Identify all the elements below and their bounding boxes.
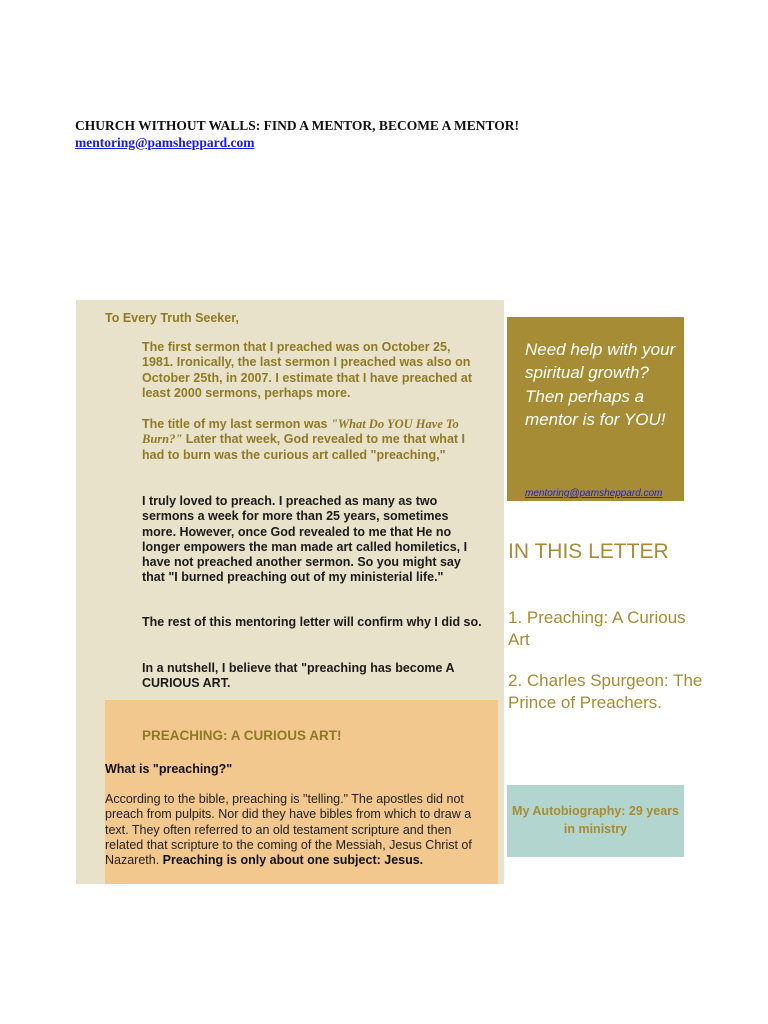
in-this-letter-heading: IN THIS LETTER (508, 540, 669, 563)
toc-item-preaching[interactable]: 1. Preaching: A Curious Art (508, 608, 686, 649)
promo-email-link[interactable]: mentoring@pamsheppard.com (525, 488, 663, 499)
section-question: What is "preaching?" (105, 762, 233, 776)
paragraph-2-rest: Later that week, God revealed to me that what I had to burn was the curious art called "preaching," (142, 432, 466, 462)
page-title: CHURCH WITHOUT WALLS: FIND A MENTOR, BECOME A MENTOR! (75, 118, 519, 133)
header-email-link[interactable]: mentoring@pamsheppard.com (75, 135, 255, 150)
letter-paragraph-3: I truly loved to preach. I preached as many as two sermons a week for more than 25 years, sometimes more. However, once God revealed to me that He no longer empowers the man made art called homiletics, I have not preached another sermon. So you might say that "I burned preaching out of my ministerial life." (142, 494, 468, 585)
section-body (105, 792, 485, 868)
mentor-promo-text: Need help with your spiritual growth? Then perhaps a mentor is for YOU! (525, 340, 676, 429)
letter-paragraph-2 (142, 417, 482, 463)
section-body-text: According to the bible, preaching is "telling." The apostles did not preach from pulpits. Nor did they have bibles from which to draw a text. They often referred to an old testament scripture and then related that scripture to the coming of the Messiah, Jesus Christ of Nazareth. (105, 792, 472, 868)
letter-paragraph-4: The rest of this mentoring letter will confirm why I did so. (142, 615, 482, 629)
section-body-emphasis: Preaching is only about one subject: Jesus. (162, 853, 424, 868)
paragraph-2-intro: The title of my last sermon was (142, 417, 331, 431)
sermon-title: "What Do YOU Have To Burn?" (142, 417, 459, 447)
autobiography-link[interactable]: My Autobiography: 29 years in ministry (512, 804, 679, 836)
letter-salutation: To Every Truth Seeker, (105, 311, 239, 325)
toc-item-spurgeon[interactable]: 2. Charles Spurgeon: The Prince of Preachers. (508, 671, 703, 712)
letter-paragraph-5: In a nutshell, I believe that "preaching has become A CURIOUS ART. (142, 661, 455, 691)
section-heading: PREACHING: A CURIOUS ART! (142, 728, 342, 743)
letter-paragraph-1: The first sermon that I preached was on October 25, 1981. Ironically, the last sermon I preached was also on October 25th, in 2007. I estimate that I have preached at least 2000 sermons, perhaps more. (142, 340, 472, 400)
